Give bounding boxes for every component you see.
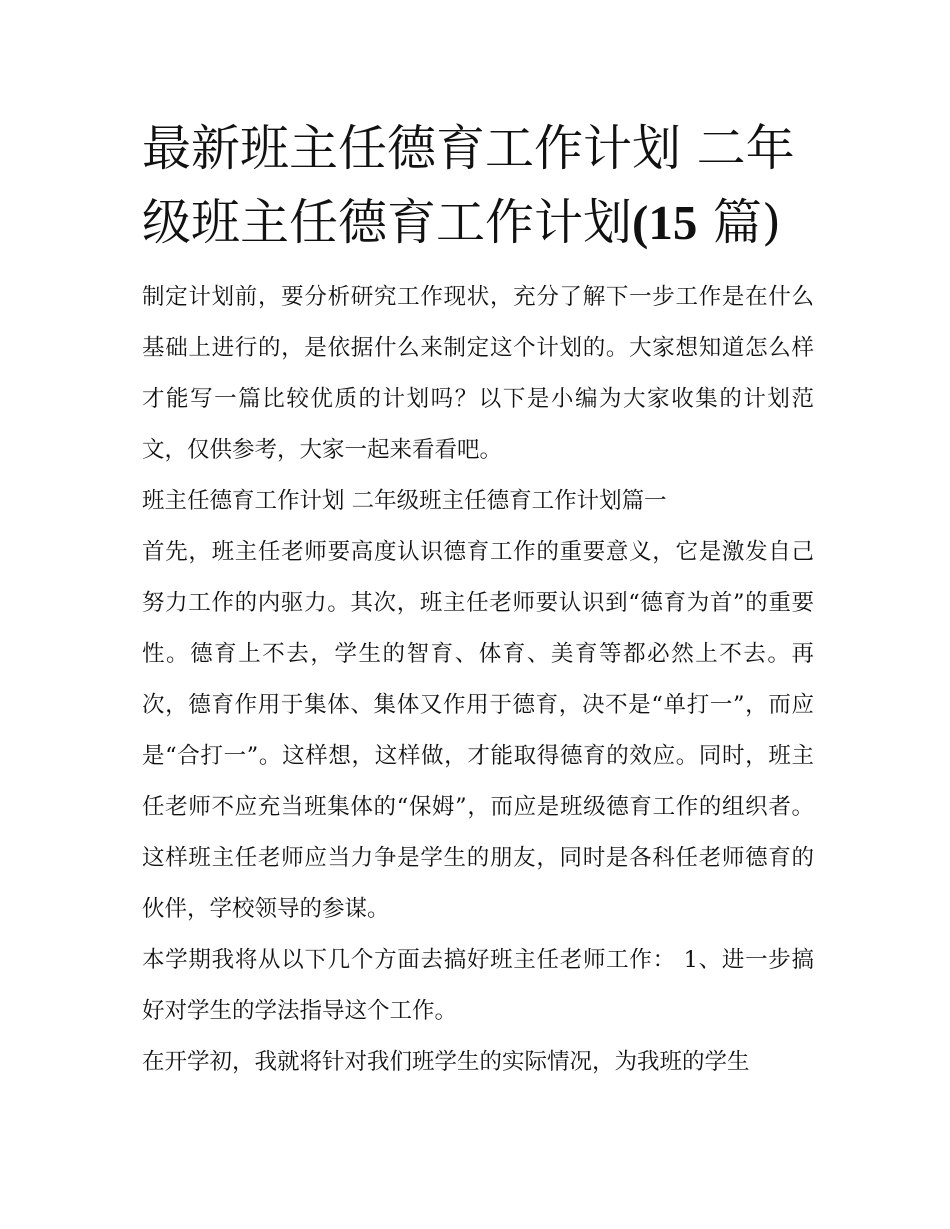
intro-paragraph: 制定计划前，要分析研究工作现状，充分了解下一步工作是在什么基础上进行的，是依据什么来制定这个计划的。大家想知道怎么样才能写一篇比较优质的计划吗？以下是小编为大家收集的计划范文，仅供参考，大家一起来看看吧。: [142, 284, 814, 463]
body-paragraph: 本学期我将从以下几个方面去搞好班主任老师工作： 1、进一步搞好对学生的学法指导这个工作。: [142, 947, 814, 1024]
document-body: [142, 112, 814, 1088]
body-paragraph: 首先，班主任老师要高度认识德育工作的重要意义，它是激发自己努力工作的内驱力。其次，班主任老师要认识到“德育为首”的重要性。德育上不去，学生的智育、体育、美育等都必然上不去。再次，德育作用于集体、集体又作用于德育，决不是“单打一”，而应是“合打一”。这样想，这样做，才能取得德育的效应。同时，班主任老师不应充当班集体的“保姆”，而应是班级德育工作的组织者。这样班主任老师应当力争是学生的朋友，同时是各科任老师德育的伙伴，学校领导的参谋。: [142, 539, 814, 922]
document-title: [142, 112, 814, 260]
title-count: (15: [632, 195, 698, 250]
section-heading: 班主任德育工作计划 二年级班主任德育工作计划篇一: [142, 488, 667, 514]
body-paragraph: 在开学初，我就将针对我们班学生的实际情况，为我班的学生: [142, 1049, 750, 1075]
title-suffix: 篇): [697, 194, 782, 251]
title-text: 最新班主任德育工作计划 二年级班主任德育工作计划: [142, 120, 795, 251]
